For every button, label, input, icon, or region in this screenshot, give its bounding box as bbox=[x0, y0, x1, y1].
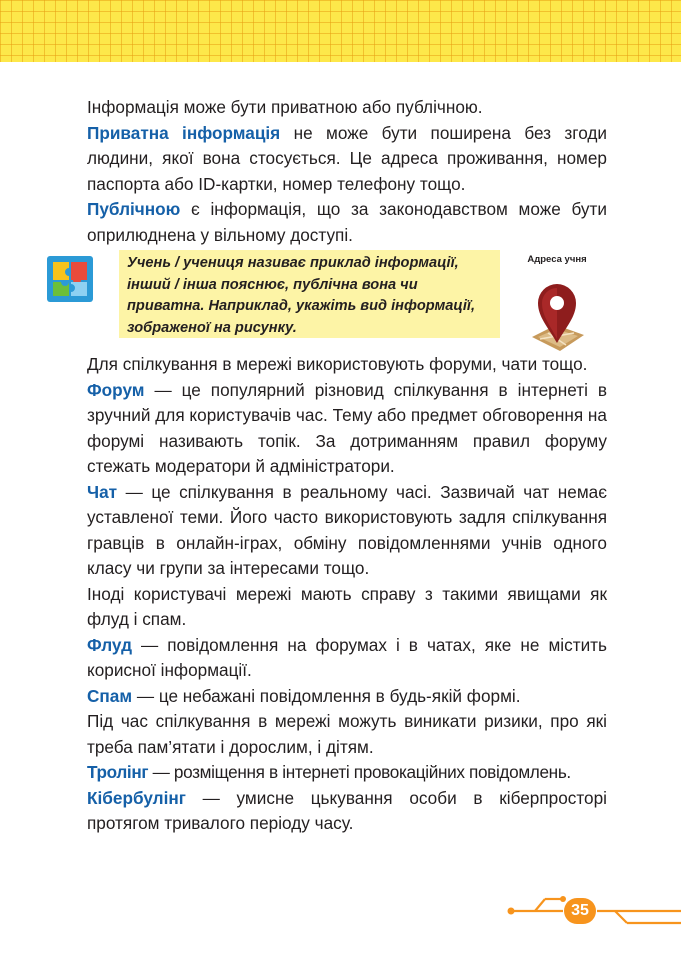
paragraph-cyberbullying bbox=[87, 786, 607, 837]
paragraph-public-info-text: є інформація, що за законодавством може бути оприлюднена у вільному доступі. bbox=[87, 199, 607, 245]
page-number: 35 bbox=[564, 898, 596, 924]
page-text bbox=[87, 95, 607, 837]
term-spam: Спам bbox=[87, 685, 133, 706]
top-grid-band bbox=[0, 0, 681, 62]
paragraph-private-info bbox=[87, 121, 607, 198]
map-pin-icon bbox=[526, 275, 588, 359]
paragraph-chat bbox=[87, 480, 607, 582]
paragraph-cyberbullying-text: — умисне цькування особи в кіберпросторі протягом тривалого періоду часу. bbox=[87, 787, 607, 833]
paragraph-forum-text: — це популярний різновид спілкування в інтернеті в зручний для користувачів час. Тему або предмет обговорення на форумі називають топік. За дотриманням правил форуму стежать модератори й адміністратори. bbox=[87, 379, 607, 476]
task-callout bbox=[87, 250, 607, 348]
address-caption: Адреса учня bbox=[527, 254, 587, 265]
task-box: Учень / учениця називає приклад інформації, інший / інша пояснює, публічна вона чи приватна. Наприклад, укажіть вид інформації, зображеної на рисунку. bbox=[119, 250, 500, 338]
term-chat: Чат bbox=[87, 481, 118, 502]
paragraph-forum bbox=[87, 378, 607, 480]
address-figure bbox=[517, 247, 597, 347]
paragraph-flood-text: — повідомлення на форумах і в чатах, яке не містить корисної інформації. bbox=[87, 634, 607, 680]
puzzle-icon bbox=[47, 256, 93, 302]
paragraph-trolling-text: — розміщення в інтернеті провокаційних повідомлень. bbox=[148, 762, 571, 782]
term-public-info: Публічною bbox=[87, 199, 181, 219]
paragraph-spam-text: — це небажані повідомлення в будь-якій формі. bbox=[132, 685, 521, 706]
term-forum: Форум bbox=[87, 379, 145, 400]
paragraph-chat-text: — це спілкування в реальному часі. Зазвичай чат немає уставленої теми. Його часто використовують задля спілкування гравців в онлайн-іграх, обміну повідомленнями учнів одного класу чи групи за інтересами тощо. bbox=[87, 481, 607, 578]
term-trolling: Тролінг bbox=[87, 762, 149, 782]
paragraph-flood bbox=[87, 633, 607, 684]
paragraph-spam bbox=[87, 684, 607, 710]
paragraph-communication: Для спілкування в мережі використовують форуми, чати тощо. bbox=[87, 354, 588, 374]
paragraph-flood-spam: Іноді користувачі мережі мають справу з такими явищами як флуд і спам. bbox=[87, 583, 607, 629]
paragraph-private-info-text: не може бути поширена без згоди людини, якої вона стосується. Це адреса проживання, номер паспорта або ID-картки, номер телефону тощо. bbox=[87, 122, 607, 194]
paragraph-public-info bbox=[87, 197, 607, 248]
term-private-info: Приватна інформація bbox=[87, 122, 281, 143]
paragraph-1: Інформація може бути приватною або публічною. bbox=[87, 97, 483, 117]
paragraph-trolling bbox=[87, 760, 607, 786]
term-flood: Флуд bbox=[87, 634, 132, 655]
term-cyberbullying: Кібербулінг bbox=[87, 787, 186, 808]
paragraph-risks: Під час спілкування в мережі можуть виникати ризики, про які треба пам’ятати і дорослим, і дітям. bbox=[87, 711, 607, 757]
